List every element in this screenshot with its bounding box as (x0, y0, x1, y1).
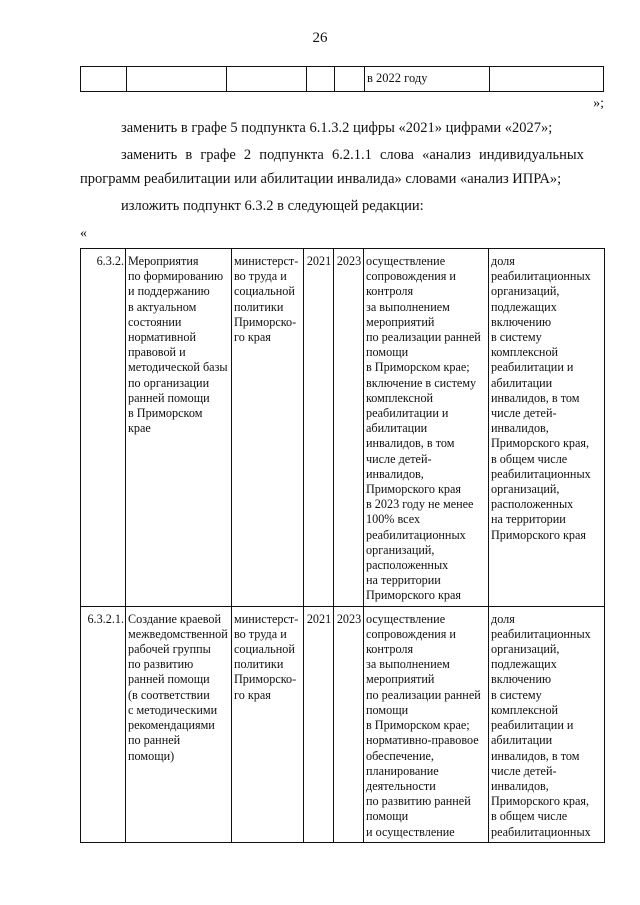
instruction-line-1: заменить в графе 5 подпункта 6.1.3.2 цифры «2021» цифрами «2027»; (121, 120, 553, 136)
measure-title: Мероприятия по формированию и поддержанию в актуальном состоянии нормативной правовой и методической базы по организации ранней помощи в Приморском крае (126, 249, 232, 607)
previous-row-result-text: в 2022 году (367, 71, 428, 85)
measure-title: Создание краевой межведомственной рабочей группы по развитию ранней помощи (в соответствии с методическими рекомендациями по ранней помощи) (126, 606, 232, 842)
executor: министерст- во труда и социальной политики Приморско- го края (232, 606, 304, 842)
opening-quote: « (80, 226, 87, 241)
column-divider (306, 67, 307, 91)
column-divider (126, 67, 127, 91)
end-year: 2023 (334, 249, 364, 607)
executor: министерст- во труда и социальной политики Приморско- го края (232, 249, 304, 607)
column-divider (334, 67, 335, 91)
previous-table-row (80, 66, 604, 92)
start-year: 2021 (304, 249, 334, 607)
page-number: 26 (312, 30, 328, 46)
column-divider (489, 67, 490, 91)
closing-quote: »; (593, 96, 604, 111)
column-divider (364, 67, 365, 91)
table-row (81, 606, 605, 842)
column-divider (226, 67, 227, 91)
instruction-line-4: изложить подпункт 6.3.2 в следующей редакции: (121, 198, 424, 214)
indicator: доля реабилитационных организаций, подлежащих включению в систему комплексной реабилитации и абилитации инвалидов, в том числе детей- инвалидов, Приморского края, в общем числе реабилитационных (489, 606, 605, 842)
expected-result: осуществление сопровождения и контроля за выполнением мероприятий по реализации ранней помощи в Приморском крае; нормативно-правовое обеспечение, планирование деятельности по развитию ранней помощи и осуществление (364, 606, 489, 842)
row-number: 6.3.2. (81, 249, 126, 607)
row-number: 6.3.2.1. (81, 606, 126, 842)
expected-result: осуществление сопровождения и контроля за выполнением мероприятий по реализации ранней помощи в Приморском крае; включение в систему комплексной реабилитации и абилитации инвалидов, в том числе детей- инвалидов, Приморского края в 2023 году не менее 100% всех реабилитационных организаций, расположенных на территории Приморского края (364, 249, 489, 607)
table-row (81, 249, 605, 607)
instruction-line-3: программ реабилитации или абилитации инвалида» словами «анализ ИПРА»; (80, 171, 562, 187)
end-year: 2023 (334, 606, 364, 842)
indicator: доля реабилитационных организаций, подлежащих включению в систему комплексной реабилитации и абилитации инвалидов, в том числе детей- инвалидов, Приморского края, в общем числе реабилитационных организаций, расположенных на территории Приморского края (489, 249, 605, 607)
measures-table (80, 248, 605, 843)
start-year: 2021 (304, 606, 334, 842)
instruction-line-2: заменить в графе 2 подпункта 6.2.1.1 слова «анализ индивидуальных (121, 147, 584, 163)
